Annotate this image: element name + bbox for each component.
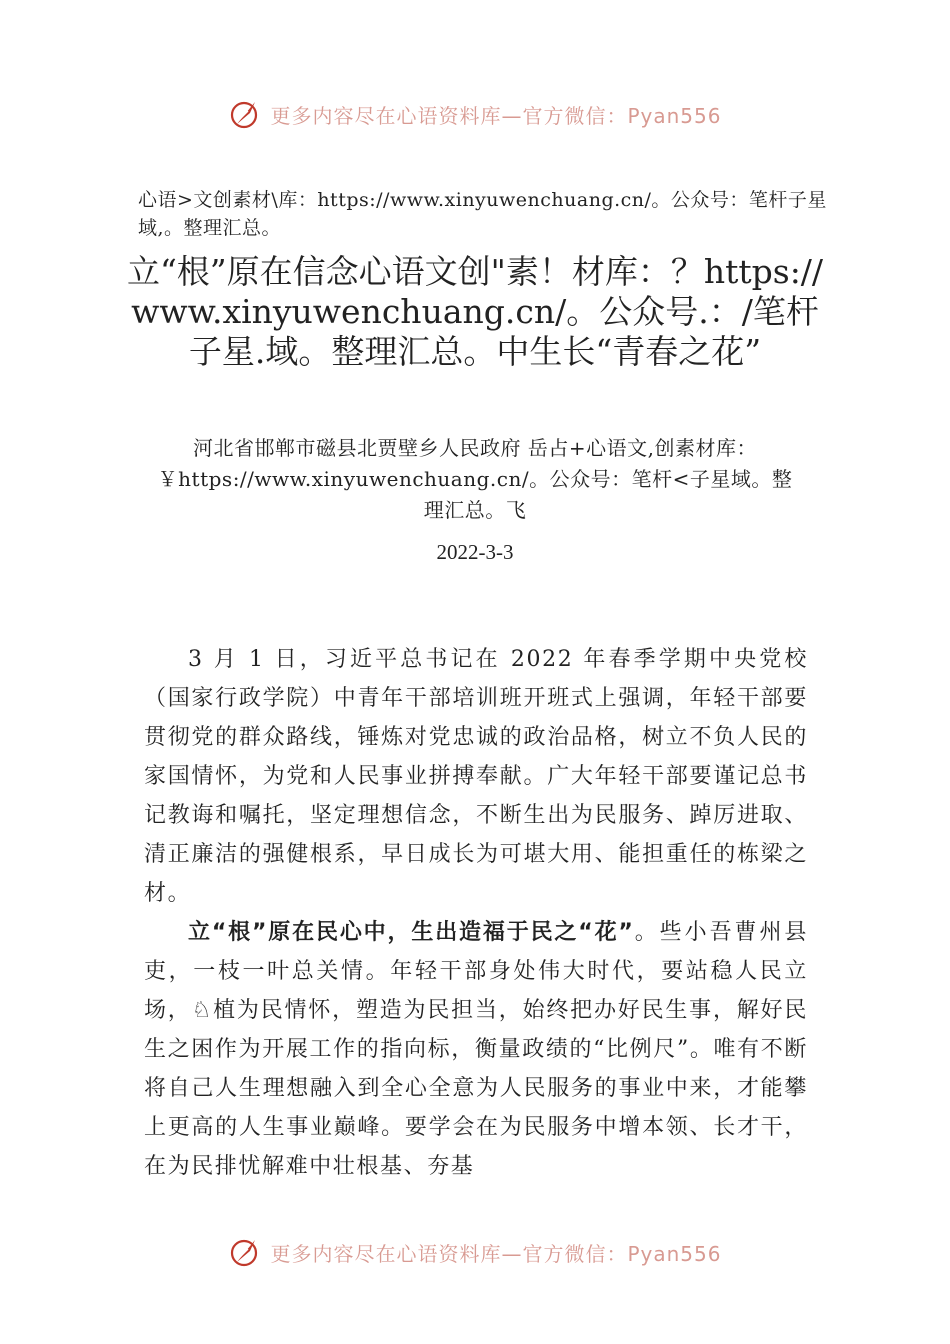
quill-logo-icon [228,1235,262,1269]
author-line: 河北省邯郸市磁县北贾壁乡人民政府 岳占+心语文,创素材库：￥https://www.xinyuwenchuang.cn/。公众号：笔杆<子星域。整理汇总。飞 [157,436,793,522]
paragraph-text: 。些小吾曹州县吏，一枝一叶总关情。年轻干部身处伟大时代，要站稳人民立场，♘植为民情怀，塑造为民担当，始终把办好民生事，解好民生之困作为开展工作的指向标，衡量政绩的“比例尺”。唯有不断将自己人生理想融入到全心全意为人民服务的事业中来，才能攀上更高的人生事业巅峰。要学会在为民服务中增本领、长才干，在为民排忧解难中壮根基、夯基 [144,920,809,1179]
quill-logo-icon [228,97,262,131]
watermark-text: 更多内容尽在心语资料库—官方微信：Pyan556 [270,103,722,128]
article-date: 2022-3-3 [436,540,514,564]
paragraph-lead: 立“根”原在民心中，生出造福于民之“花” [188,920,634,945]
header-note: 心语>文创素材\库：https://www.xinyuwenchuang.cn/。公众号：笔杆子星域,。整理汇总。 [138,189,827,239]
paragraph [144,640,808,913]
watermark-text: 更多内容尽在心语资料库—官方微信：Pyan556 [270,1241,722,1266]
paragraph [144,913,808,1186]
watermark-banner-bottom [0,1232,950,1272]
article-title: 立“根”原在信念心语文创"素！材库：？https://www.xinyuwenchuang.cn/。公众号.：/笔杆子星.域。整理汇总。中生长“青春之花” [126,252,824,371]
watermark-banner-top [0,94,950,134]
paragraph-text: 3 月 1 日，习近平总书记在 2022 年春季学期中央党校（国家行政学院）中青年干部培训班开班式上强调，年轻干部要贯彻党的群众路线，锤炼对党忠诚的政治品格，树立不负人民的家国情怀，为党和人民事业拼搏奉献。广大年轻干部要谨记总书记教诲和嘱托，坚定理想信念，不断生出为民服务、踔厉进取、清正廉洁的强健根系，早日成长为可堪大用、能担重任的栋梁之材。 [144,647,808,906]
article-body [144,640,808,1186]
